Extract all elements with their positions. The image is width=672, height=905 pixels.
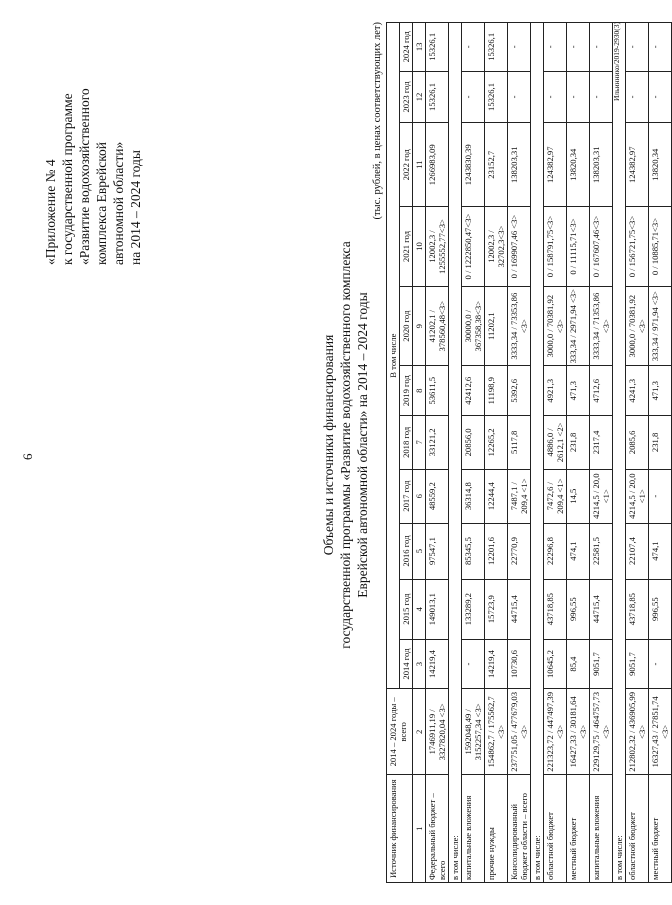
value-cell: 12002,3 / 1255552,77<3> xyxy=(426,207,449,287)
value-cell: 2085,6 xyxy=(626,415,649,469)
value-cell: 44715,4 xyxy=(508,579,531,639)
value-cell: 44715,4 xyxy=(590,579,613,639)
value-cell: 14219,4 xyxy=(485,639,508,689)
value-cell: 3000,0 / 70381,92 <3> xyxy=(544,286,567,366)
value-cell: 48559,2 xyxy=(426,469,449,523)
column-number: 8 xyxy=(413,366,426,416)
value-cell: 12201,6 xyxy=(485,523,508,579)
value-cell: - xyxy=(462,23,485,72)
source-cell: Консолидированный бюджет области – всего xyxy=(508,775,531,883)
column-number: 3 xyxy=(413,639,426,689)
section-row xyxy=(531,23,544,883)
document-title xyxy=(320,135,371,755)
value-cell: - xyxy=(649,71,672,123)
value-cell: 124382,97 xyxy=(544,123,567,207)
value-cell: - xyxy=(649,639,672,689)
header-year: 2014 год xyxy=(400,639,413,689)
value-cell: 97547,1 xyxy=(426,523,449,579)
value-cell: 5117,8 xyxy=(508,415,531,469)
page-number: 6 xyxy=(20,453,35,460)
value-cell: - xyxy=(462,71,485,123)
value-cell: - xyxy=(567,23,590,72)
table-row xyxy=(426,23,449,883)
source-cell: капитальные вложения xyxy=(590,775,613,883)
value-cell: 0 / 167607,46<3> xyxy=(590,207,613,287)
value-cell: 4886,0 / 2612,1 <2> xyxy=(544,415,567,469)
value-cell: 7487,1 / 209,4 <1> xyxy=(508,469,531,523)
section-label: в том числе: xyxy=(449,23,462,883)
value-cell: 1266983,09 xyxy=(426,123,449,207)
total-cell: 229129,75 / 464757,73 <3> xyxy=(590,689,613,775)
value-cell: 474,1 xyxy=(649,523,672,579)
value-cell: 4214,5 / 20,0 <1> xyxy=(590,469,613,523)
value-cell: 85,4 xyxy=(567,639,590,689)
value-cell: 9051,7 xyxy=(626,639,649,689)
total-cell: 1592048,49 / 3152257,34 <3> xyxy=(462,689,485,775)
value-cell: 2317,4 xyxy=(590,415,613,469)
value-cell: 43718,85 xyxy=(544,579,567,639)
value-cell: 996,55 xyxy=(649,579,672,639)
value-cell: 11198,9 xyxy=(485,366,508,416)
column-number: 6 xyxy=(413,469,426,523)
value-cell: 3333,34 / 71353,86 <3> xyxy=(590,286,613,366)
value-cell: 14219,4 xyxy=(426,639,449,689)
appendix-line: к государственной программе xyxy=(60,93,75,265)
header-year: 2023 год xyxy=(400,71,413,123)
value-cell: 23152,7 xyxy=(485,123,508,207)
value-cell: 85345,5 xyxy=(462,523,485,579)
table-row xyxy=(590,23,613,883)
appendix-note xyxy=(42,88,144,265)
value-cell: 9051,7 xyxy=(590,639,613,689)
source-cell: областной бюджет xyxy=(544,775,567,883)
value-cell: 474,1 xyxy=(567,523,590,579)
value-cell: - xyxy=(626,71,649,123)
header-total: 2014 – 2024 годы – всего xyxy=(387,689,413,775)
value-cell: 4214,5 / 20,0 <1> xyxy=(626,469,649,523)
appendix-line: на 2014 – 2024 годы xyxy=(128,150,143,265)
value-cell: 4241,3 xyxy=(626,366,649,416)
table-row xyxy=(485,23,508,883)
header-source: Источник финансирования xyxy=(387,775,413,883)
total-cell: 237751,05 / 477679,03 <3> xyxy=(508,689,531,775)
appendix-line: «Развитие водохозяйственного xyxy=(77,88,92,265)
value-cell: 5392,6 xyxy=(508,366,531,416)
value-cell: 11202,1 xyxy=(485,286,508,366)
table-row xyxy=(544,23,567,883)
value-cell: 33121,2 xyxy=(426,415,449,469)
table-body xyxy=(426,23,672,883)
section-label: в том числе: xyxy=(531,23,544,883)
value-cell: 3000,0 / 70381,92 <3> xyxy=(626,286,649,366)
value-cell: 42412,6 xyxy=(462,366,485,416)
value-cell: 36314,8 xyxy=(462,469,485,523)
header-year: 2021 год xyxy=(400,207,413,287)
column-numbers-row xyxy=(413,23,426,883)
value-cell: 333,34 / 2971,94 <3> xyxy=(567,286,590,366)
total-cell: 1746911,19 / 3327820,04 <3> xyxy=(426,689,449,775)
value-cell: - xyxy=(590,71,613,123)
value-cell: 0 / 169907,46 <3> xyxy=(508,207,531,287)
title-line: Объемы и источники финансирования xyxy=(321,334,336,556)
source-cell: местный бюджет xyxy=(567,775,590,883)
appendix-line: «Приложение № 4 xyxy=(43,159,58,265)
value-cell: 22581,5 xyxy=(590,523,613,579)
table-row xyxy=(649,23,672,883)
value-cell: 10645,2 xyxy=(544,639,567,689)
table-row xyxy=(626,23,649,883)
header-year: 2016 год xyxy=(400,523,413,579)
value-cell: 13820,34 xyxy=(649,123,672,207)
value-cell: 22296,8 xyxy=(544,523,567,579)
value-cell: 12002,3 / 32702,3<3> xyxy=(485,207,508,287)
value-cell: 14,5 xyxy=(567,469,590,523)
header-year: 2015 год xyxy=(400,579,413,639)
value-cell: - xyxy=(462,639,485,689)
source-cell: прочие нужды xyxy=(485,775,508,883)
value-cell: 13820,34 xyxy=(567,123,590,207)
footer-code: Ильиннико/2019-2930(3) xyxy=(612,22,621,101)
value-cell: 333,34 / 971,94 <3> xyxy=(649,286,672,366)
column-number: 5 xyxy=(413,523,426,579)
value-cell: 12265,2 xyxy=(485,415,508,469)
value-cell: - xyxy=(590,23,613,72)
section-label: в том числе: xyxy=(613,23,626,883)
units-note: (тыс. рублей, в ценах соответствующих лет) xyxy=(372,22,383,220)
total-cell: 212802,32 / 436905,99 <3> xyxy=(626,689,649,775)
value-cell: 20856,0 xyxy=(462,415,485,469)
value-cell: - xyxy=(649,469,672,523)
value-cell: - xyxy=(567,71,590,123)
value-cell: 15326,1 xyxy=(485,23,508,72)
value-cell: 0 / 156721,75<3> xyxy=(626,207,649,287)
header-year: 2020 год xyxy=(400,286,413,366)
column-number: 10 xyxy=(413,207,426,287)
value-cell: 22107,4 xyxy=(626,523,649,579)
source-cell: областной бюджет xyxy=(626,775,649,883)
value-cell: 1243830,39 xyxy=(462,123,485,207)
value-cell: - xyxy=(544,71,567,123)
header-year: 2024 год xyxy=(400,23,413,72)
value-cell: 0 / 1222850,47<3> xyxy=(462,207,485,287)
value-cell: - xyxy=(508,23,531,72)
value-cell: 7472,6 / 209,4 <1> xyxy=(544,469,567,523)
source-cell: Федеральный бюджет – всего xyxy=(426,775,449,883)
column-number: 13 xyxy=(413,23,426,72)
value-cell: 15326,1 xyxy=(426,71,449,123)
title-line: Еврейской автономной области» на 2014 – 2024 годы xyxy=(355,292,370,598)
value-cell: 12244,4 xyxy=(485,469,508,523)
value-cell: 4921,3 xyxy=(544,366,567,416)
header-year: 2017 год xyxy=(400,469,413,523)
value-cell: 30000,0 / 367358,38<3> xyxy=(462,286,485,366)
value-cell: 43718,85 xyxy=(626,579,649,639)
table-row xyxy=(462,23,485,883)
value-cell: 138203,31 xyxy=(508,123,531,207)
value-cell: 0 / 10885,71<3> xyxy=(649,207,672,287)
column-number: 7 xyxy=(413,415,426,469)
column-number: 9 xyxy=(413,286,426,366)
source-cell: капитальные вложения xyxy=(462,775,485,883)
value-cell: 0 / 11115,71<3> xyxy=(567,207,590,287)
appendix-line: автономной области» xyxy=(111,141,126,265)
column-number: 2 xyxy=(413,689,426,775)
value-cell: 15326,1 xyxy=(426,23,449,72)
header-year: 2018 год xyxy=(400,415,413,469)
title-line: государственной программы «Развитие водохозяйственного комплекса xyxy=(338,241,353,649)
total-cell: 154862,7 / 175562,7 <3> xyxy=(485,689,508,775)
value-cell: 471,3 xyxy=(649,366,672,416)
source-cell: местный бюджет xyxy=(649,775,672,883)
value-cell: - xyxy=(544,23,567,72)
value-cell: 133289,2 xyxy=(462,579,485,639)
value-cell: 471,3 xyxy=(567,366,590,416)
column-number: 11 xyxy=(413,123,426,207)
value-cell: 3333,34 / 73353,86 <3> xyxy=(508,286,531,366)
column-number: 4 xyxy=(413,579,426,639)
value-cell: 231,8 xyxy=(649,415,672,469)
header-year: 2019 год xyxy=(400,366,413,416)
total-cell: 16327,43 / 27851,74 <3> xyxy=(649,689,672,775)
value-cell: 0 / 158791,75<3> xyxy=(544,207,567,287)
value-cell: 149013,1 xyxy=(426,579,449,639)
value-cell: 41202,1 / 378560,48<3> xyxy=(426,286,449,366)
table-row xyxy=(508,23,531,883)
financing-table xyxy=(386,22,672,883)
value-cell: 22770,9 xyxy=(508,523,531,579)
total-cell: 221323,72 / 447497,39 <3> xyxy=(544,689,567,775)
value-cell: 53611,5 xyxy=(426,366,449,416)
value-cell: 4712,6 xyxy=(590,366,613,416)
value-cell: 231,8 xyxy=(567,415,590,469)
header-including: В том числе xyxy=(387,23,400,689)
value-cell: 10730,6 xyxy=(508,639,531,689)
value-cell: 138203,31 xyxy=(590,123,613,207)
value-cell: 996,55 xyxy=(567,579,590,639)
value-cell: 15326,1 xyxy=(485,71,508,123)
table-row xyxy=(567,23,590,883)
column-number: 1 xyxy=(413,775,426,883)
appendix-line: комплекса Еврейской xyxy=(94,141,109,265)
value-cell: 15723,9 xyxy=(485,579,508,639)
section-row xyxy=(613,23,626,883)
value-cell: - xyxy=(626,23,649,72)
column-number: 12 xyxy=(413,71,426,123)
total-cell: 16427,33 / 30181,64 <3> xyxy=(567,689,590,775)
value-cell: 124382,97 xyxy=(626,123,649,207)
value-cell: - xyxy=(508,71,531,123)
value-cell: - xyxy=(649,23,672,72)
section-row xyxy=(449,23,462,883)
header-year: 2022 год xyxy=(400,123,413,207)
